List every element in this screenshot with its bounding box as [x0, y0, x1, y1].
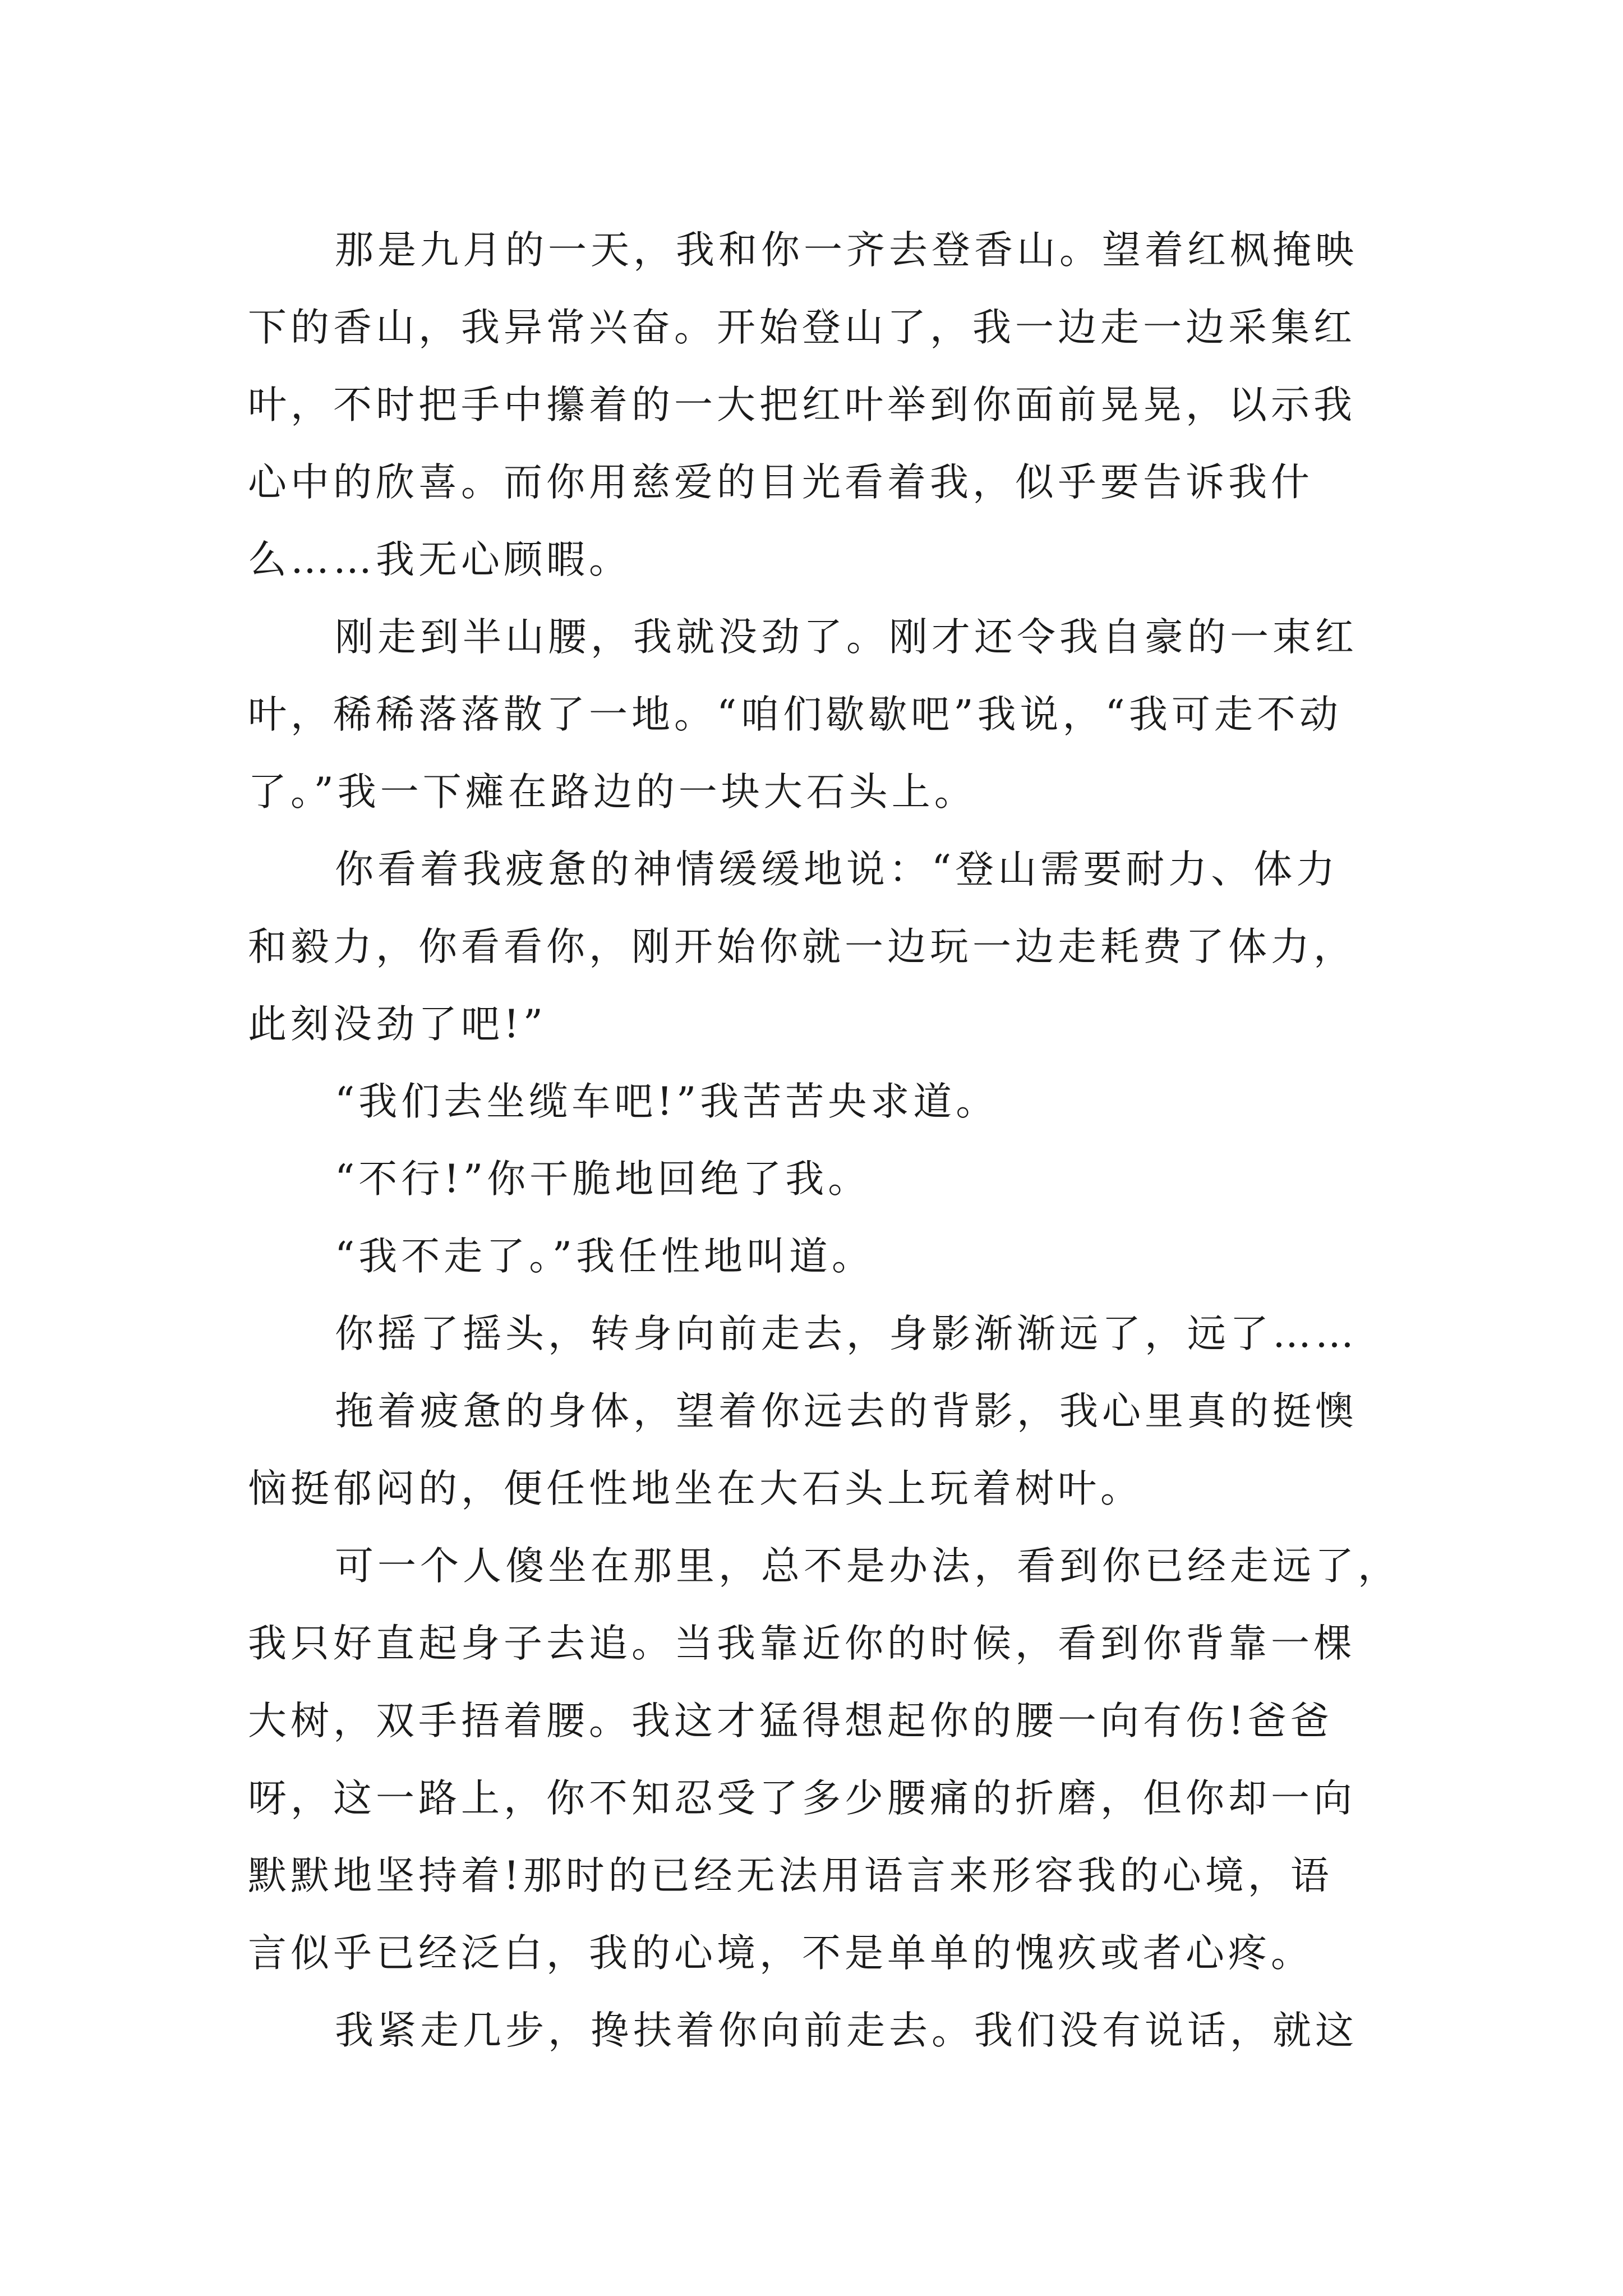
text-line: 此刻没劲了吧!”	[248, 1002, 547, 1047]
text-line: 呀，这一路上，你不知忍受了多少腰痛的折磨，但你却一向	[248, 1776, 1356, 1821]
paragraph	[248, 1295, 1399, 1373]
text-line: 我只好直起身子去追。当我靠近你的时候，看到你背靠一棵	[248, 1621, 1356, 1666]
paragraph	[248, 1373, 1399, 1527]
text-line: 言似乎已经泛白，我的心境，不是单单的愧疚或者心疼。	[248, 1931, 1313, 1976]
paragraph	[248, 1063, 1399, 1140]
text-line: “我不走了。”我任性地叫道。	[335, 1234, 875, 1279]
paragraph	[248, 599, 1399, 831]
text-line: 大树，双手捂着腰。我这才猛得想起你的腰一向有伤!爸爸	[248, 1699, 1333, 1743]
text-line: 你摇了摇头，转身向前走去，身影渐渐远了，远了……	[335, 1312, 1358, 1356]
paragraph	[248, 1527, 1399, 1992]
paragraph	[248, 1218, 1399, 1295]
text-line: 了。”我一下瘫在路边的一块大石头上。	[248, 770, 977, 815]
text-line: 叶，不时把手中攥着的一大把红叶举到你面前晃晃，以示我	[248, 383, 1356, 427]
text-line: 刚走到半山腰，我就没劲了。刚才还令我自豪的一束红	[335, 615, 1358, 660]
text-line: 拖着疲惫的身体，望着你远去的背影，我心里真的挺懊	[335, 1389, 1358, 1434]
text-line: 可一个人傻坐在那里，总不是办法，看到你已经走远了，	[335, 1544, 1400, 1589]
text-line: “我们去坐缆车吧!”我苦苦央求道。	[335, 1079, 999, 1124]
paragraph	[248, 1992, 1399, 2069]
text-line: 恼挺郁闷的，便任性地坐在大石头上玩着树叶。	[248, 1466, 1143, 1511]
text-line: 么……我无心顾暇。	[248, 537, 631, 582]
text-line: 叶，稀稀落落散了一地。“咱们歇歇吧”我说，“我可走不动	[248, 692, 1342, 737]
text-line: 下的香山，我异常兴奋。开始登山了，我一边走一边采集红	[248, 305, 1356, 350]
text-line: 默默地坚持着!那时的已经无法用语言来形容我的心境，语	[248, 1853, 1333, 1898]
text-line: 我紧走几步，搀扶着你向前走去。我们没有说话，就这	[335, 2008, 1358, 2053]
text-line: 那是九月的一天，我和你一齐去登香山。望着红枫掩映	[335, 228, 1358, 273]
text-line: 心中的欣喜。而你用慈爱的目光看着我，似乎要告诉我什	[248, 460, 1313, 505]
paragraph	[248, 831, 1399, 1063]
body-text	[248, 211, 1399, 2069]
text-line: “不行!”你干脆地回绝了我。	[335, 1157, 871, 1202]
text-line: 和毅力，你看看你，刚开始你就一边玩一边走耗费了体力，	[248, 924, 1356, 969]
text-line: 你看着我疲惫的神情缓缓地说：“登山需要耐力、体力	[335, 847, 1339, 892]
paragraph	[248, 211, 1399, 599]
paragraph	[248, 1140, 1399, 1218]
